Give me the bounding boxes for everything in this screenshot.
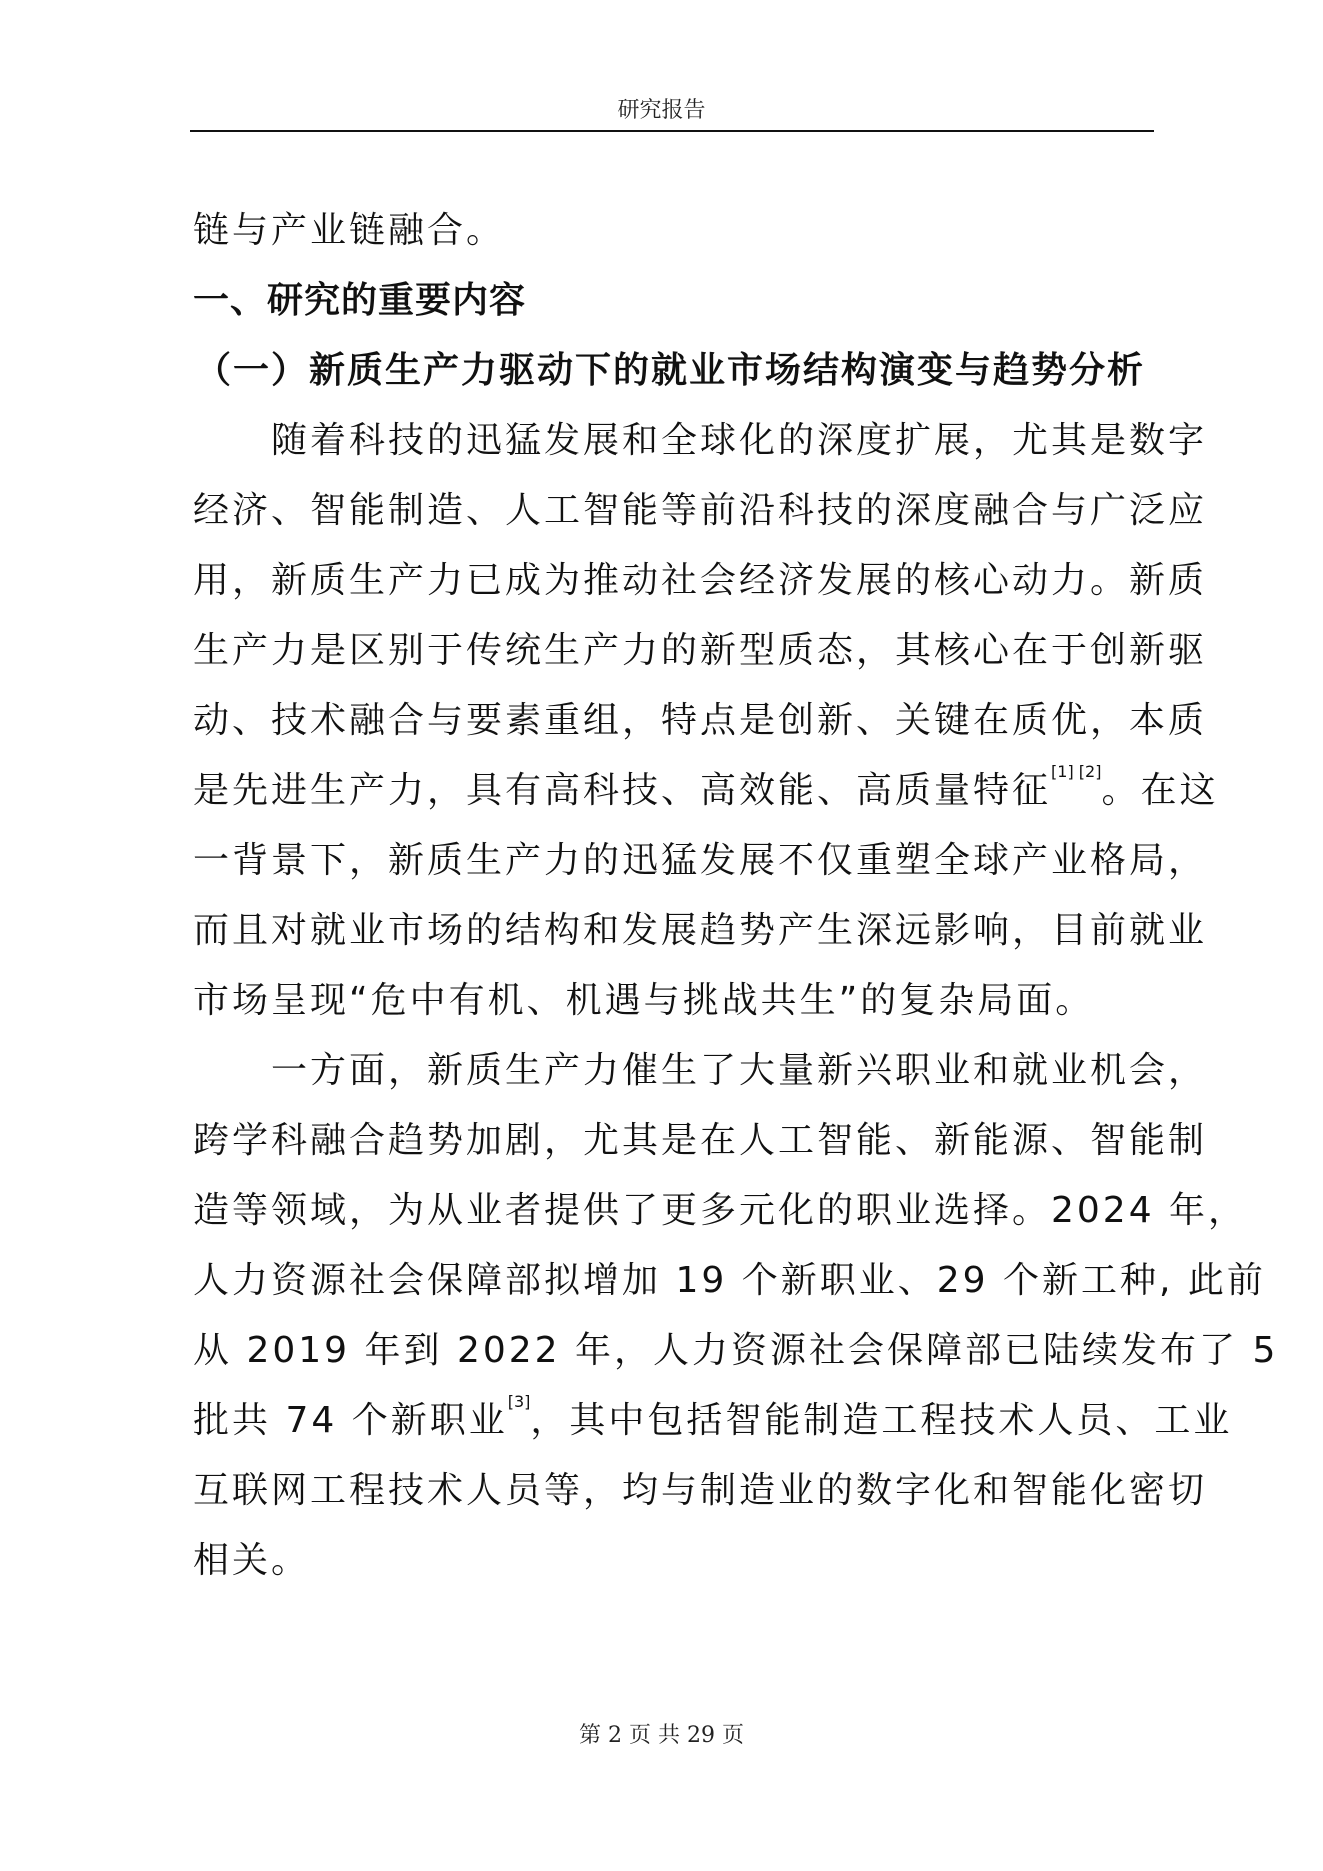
paragraph-line: 互联网工程技术人员等，均与制造业的数字化和智能化密切 (193, 1470, 1208, 1511)
paragraph-line: 生产力是区别于传统生产力的新型质态，其核心在于创新驱 (193, 630, 1208, 671)
paragraph-line: 而且对就业市场的结构和发展趋势产生深远影响，目前就业 (193, 910, 1208, 951)
citation-ref: [3] (507, 1392, 531, 1411)
paragraph-line: 一背景下，新质生产力的迅猛发展不仅重塑全球产业格局， (193, 840, 1208, 881)
paragraph-line: 人力资源社会保障部拟增加 19 个新职业、29 个新工种, 此前 (193, 1260, 1266, 1301)
paragraph-2 (193, 1036, 1279, 1596)
paragraph-line: 跨学科融合趋势加剧，尤其是在人工智能、新能源、智能制 (193, 1120, 1208, 1161)
running-header: 研究报告 (617, 98, 706, 123)
section-heading: 一、研究的重要内容 (193, 280, 527, 321)
paragraph-text: ，其中包括智能制造工程技术人员、工业 (530, 1400, 1233, 1441)
paragraph-line: 造等领域，为从业者提供了更多元化的职业选择。2024 年， (193, 1190, 1248, 1231)
paragraph-text: 是先进生产力，具有高科技、高效能、高质量特征 (193, 770, 1052, 811)
header-rule (190, 130, 1154, 132)
paragraph-line: 相关。 (193, 1540, 311, 1581)
paragraph-line: 动、技术融合与要素重组，特点是创新、关键在质优，本质 (193, 700, 1208, 741)
paragraph-line (193, 1386, 1233, 1456)
paragraph-line: 从 2019 年到 2022 年，人力资源社会保障部已陆续发布了 5 (193, 1330, 1279, 1371)
paragraph-line (193, 756, 1219, 826)
paragraph-line: 用，新质生产力已成为推动社会经济发展的核心动力。新质 (193, 560, 1208, 601)
paragraph-text: 。在这 (1101, 770, 1219, 811)
paragraph-text: 批共 74 个新职业 (193, 1400, 508, 1441)
paragraph-line: 市场呈现“危中有机、机遇与挑战共生”的复杂局面。 (193, 980, 1095, 1021)
page-footer: 第 2 页 共 29 页 (579, 1723, 744, 1748)
paragraph-1 (193, 406, 1219, 1036)
paragraph-line: 一方面，新质生产力催生了大量新兴职业和就业机会， (271, 1050, 1208, 1091)
body-content (193, 196, 1279, 1596)
paragraph-line: 随着科技的迅猛发展和全球化的深度扩展，尤其是数字 (271, 420, 1208, 461)
carryover-line: 链与产业链融合。 (193, 210, 506, 251)
citation-ref: [1] [2] (1051, 762, 1102, 781)
paragraph-line: 经济、智能制造、人工智能等前沿科技的深度融合与广泛应 (193, 490, 1208, 531)
subsection-heading: （一）新质生产力驱动下的就业市场结构演变与趋势分析 (195, 350, 1146, 391)
